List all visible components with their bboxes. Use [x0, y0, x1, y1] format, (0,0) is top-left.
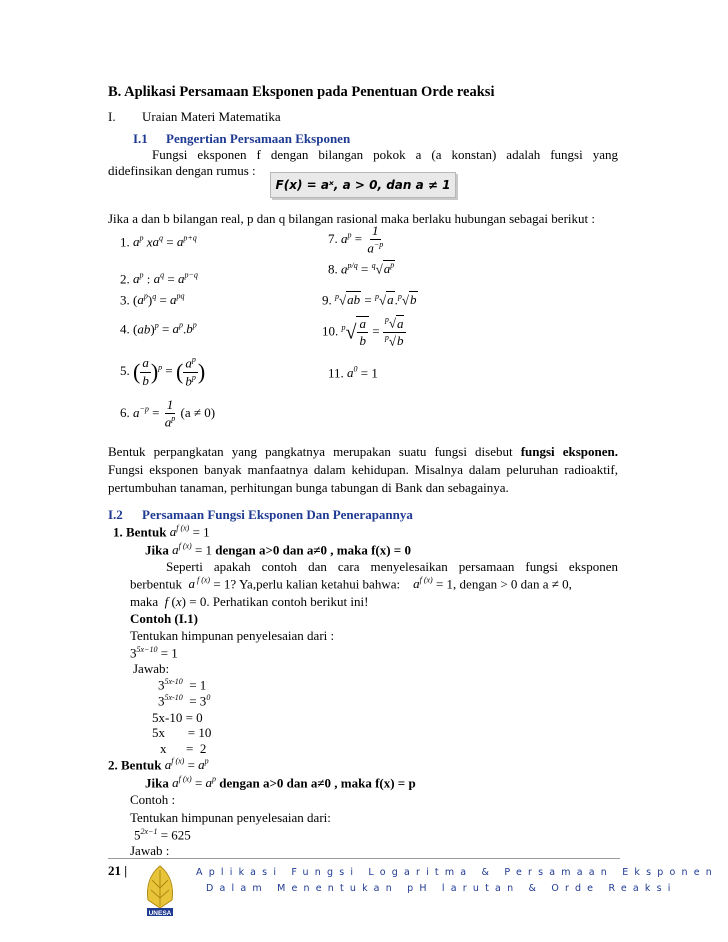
- unesa-logo: [136, 860, 184, 930]
- rule-4: 4. $(ab)^p = a^p.b^p$: [120, 321, 197, 337]
- rule-9: 9. $^p$√ab = $^p$√a.$^p$√b: [322, 292, 417, 308]
- step-2: $3^{5x-10} = 3^0$: [158, 693, 211, 709]
- rule-1: 1. $a^p$ $xa^q = a^{p+q}$: [120, 234, 197, 250]
- rule-5: 5. ( $\frac{a}{b}$ )$^p$ = ( $\frac{a^p}{b^p}$ ): [120, 355, 206, 388]
- contoh-i1-jawab: Jawab:: [133, 661, 170, 676]
- section-heading: B. Aplikasi Persamaan Eksponen pada Penentuan Orde reaksi: [108, 84, 495, 100]
- rules-intro: Jika a dan b bilangan real, p dan q bilangan rasional maka berlaku hubungan sebagai berikut :: [108, 211, 595, 226]
- contoh-i1-equation: $3^{5x-10} = 1$: [130, 645, 178, 661]
- subsection-i1-number: I.1: [133, 131, 148, 146]
- bentuk-1-rule: Jika $a^{f (x)} = 1$ dengan a>0 dan a≠0 , maka f(x) = 0: [145, 542, 411, 558]
- subsection-i2-title: Persamaan Fungsi Eksponen Dan Penerapannya: [142, 507, 413, 522]
- contoh-i1-task: Tentukan himpunan penyelesaian dari :: [130, 628, 335, 643]
- page-number: 21 |: [108, 863, 128, 878]
- section-i-number: I.: [108, 109, 116, 124]
- bentuk-1-text-2: berbentuk a $^{f (x)}$ = 1? Ya,perlu kalian ketahui bahwa: $a^{f (x)} = 1$, dengan > 0 dan a ≠ 0,: [130, 576, 572, 592]
- rule-11: 11. $a^0 = 1$: [328, 365, 378, 381]
- paragraph-line-1: Bentuk perpangkatan yang pangkatnya merupakan suatu fungsi disebut fungsi eksponen.: [108, 444, 618, 459]
- rule-10: 10. $^p$√ $\frac{a}{b}$ = $\frac{^p√a}{^p√b}$: [322, 316, 406, 349]
- bentuk-2-task: Tentukan himpunan penyelesaian dari:: [130, 810, 331, 825]
- intro-line-2: didefinsikan dengan rumus :: [108, 163, 256, 178]
- rule-7: 7. $a^p$ = $\frac{1}{a^{-p}}$: [328, 223, 384, 256]
- paragraph-line-2: Fungsi eksponen banyak manfaatnya dalam kehidupan. Misalnya dalam peluruhan radioaktif,: [108, 462, 618, 477]
- bentuk-1-text-3: maka f (x) = 0. Perhatikan contoh berikut ini!: [130, 594, 369, 609]
- subsection-i1-title: Pengertian Persamaan Eksponen: [166, 131, 351, 146]
- section-i-title: Uraian Materi Matematika: [142, 109, 281, 124]
- footer-divider: [108, 858, 620, 859]
- intro-line-1: Fungsi eksponen f dengan bilangan pokok a (a konstan) adalah fungsi yang: [152, 147, 618, 162]
- paragraph-line-3: pertumbuhan tanaman, perhitungan bunga tabungan di Bank dan sebagainya.: [108, 480, 509, 495]
- formula-box: F(x) = aˣ, a > 0, dan a ≠ 1: [270, 172, 456, 198]
- step-4: 5x = 10: [152, 725, 212, 740]
- bentuk-2-heading: 2. Bentuk $a^{f (x)} = a^p$: [108, 757, 209, 773]
- rule-2: 2. $a^p$ : $a^q = a^{p-q}$: [120, 271, 198, 287]
- subsection-i2-number: I.2: [108, 507, 123, 522]
- bentuk-1-text-1: Seperti apakah contoh dan cara menyelesaikan persamaan fungsi eksponen: [166, 559, 618, 574]
- step-3: 5x-10 = 0: [152, 710, 203, 725]
- rule-3: 3. $(a^p)^q = a^{pq}$: [120, 292, 185, 308]
- bentuk-2-equation: $5^{2x-1} = 625$: [134, 827, 191, 843]
- rule-6: 6. $a^{-p}$ = $\frac{1}{a^p}$ (a ≠ 0): [120, 397, 216, 430]
- bentuk-1-heading: 1. Bentuk $a^{f (x)} = 1$: [113, 524, 210, 540]
- footer-title-line-1: Aplikasi Fungsi Logaritma & Persamaan Eksponen: [196, 867, 719, 878]
- svg-text:UNESA: UNESA: [148, 910, 172, 917]
- step-1: $3^{5x-10} = 1$: [158, 677, 207, 693]
- contoh-i1-label: Contoh (I.1): [130, 611, 198, 626]
- bentuk-2-rule: Jika $a^{f (x)} = a^p$ dengan a>0 dan a≠0 , maka f(x) = p: [145, 775, 416, 791]
- bentuk-2-contoh: Contoh :: [130, 792, 176, 807]
- bentuk-2-jawab: Jawab :: [130, 843, 170, 858]
- rule-8: 8. $a^{p/q} = ^q√a^p$: [328, 261, 395, 277]
- step-5: x = 2: [160, 741, 207, 756]
- footer-title-line-2: Dalam Menentukan pH larutan & Orde Reaksi: [206, 883, 677, 894]
